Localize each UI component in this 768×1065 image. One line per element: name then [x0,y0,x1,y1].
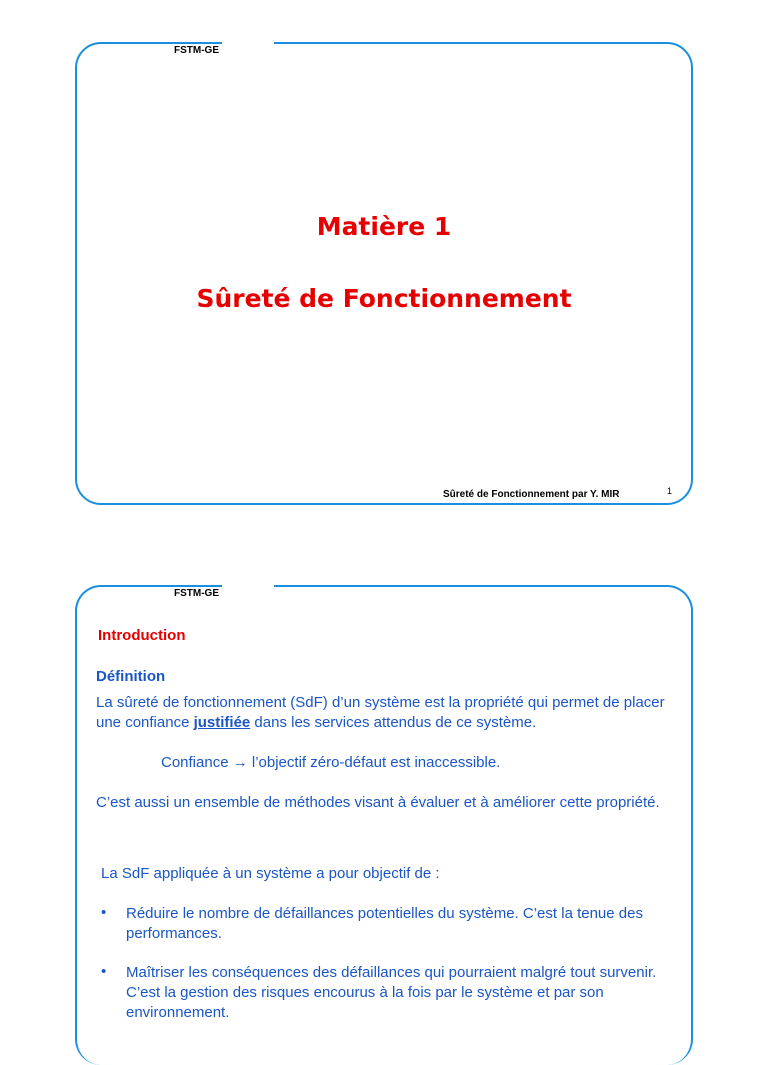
objective-intro: La SdF appliquée à un système a pour objectif de : [101,865,440,882]
definition-text-after: dans les services attendus de ce système. [250,714,537,731]
definition-paragraph [96,693,676,733]
section-title: Introduction [98,627,186,644]
slide-1-page-number: 1 [667,486,673,496]
definition-text-before: La sûreté de fonctionnement (SdF) d’un système est la propriété qui permet de placer une confiance [96,694,665,731]
slide-1-subtitle: Sûreté de Fonctionnement [196,284,572,313]
slide-1-footer: Sûreté de Fonctionnement par Y. MIR [440,489,623,500]
definition-emphasis: justifiée [193,714,251,731]
slide-2-header-gap [222,583,274,589]
slide-1-frame [75,42,693,505]
list-item: Maîtriser les conséquences des défaillances qui pourraient malgré tout survenir. C’est la gestion des risques encourus à la fois par le système et par son environnement. [126,964,657,1021]
bullet-marker: • [101,963,107,980]
slide-1-header-gap [222,40,274,46]
bullet-marker: • [101,904,107,921]
slide-2-header: FSTM-GE [170,588,223,599]
definition-heading: Définition [96,668,166,685]
list-item: Réduire le nombre de défaillances potentielles du système. C’est la tenue des performances. [126,905,643,942]
slide-1-header: FSTM-GE [170,45,223,56]
slide-1-title: Matière 1 [316,212,452,241]
confidence-note: Confiance → l’objectif zéro-défaut est inaccessible. [161,754,501,771]
methods-paragraph: C’est aussi un ensemble de méthodes visant à évaluer et à améliorer cette propriété. [96,794,660,811]
